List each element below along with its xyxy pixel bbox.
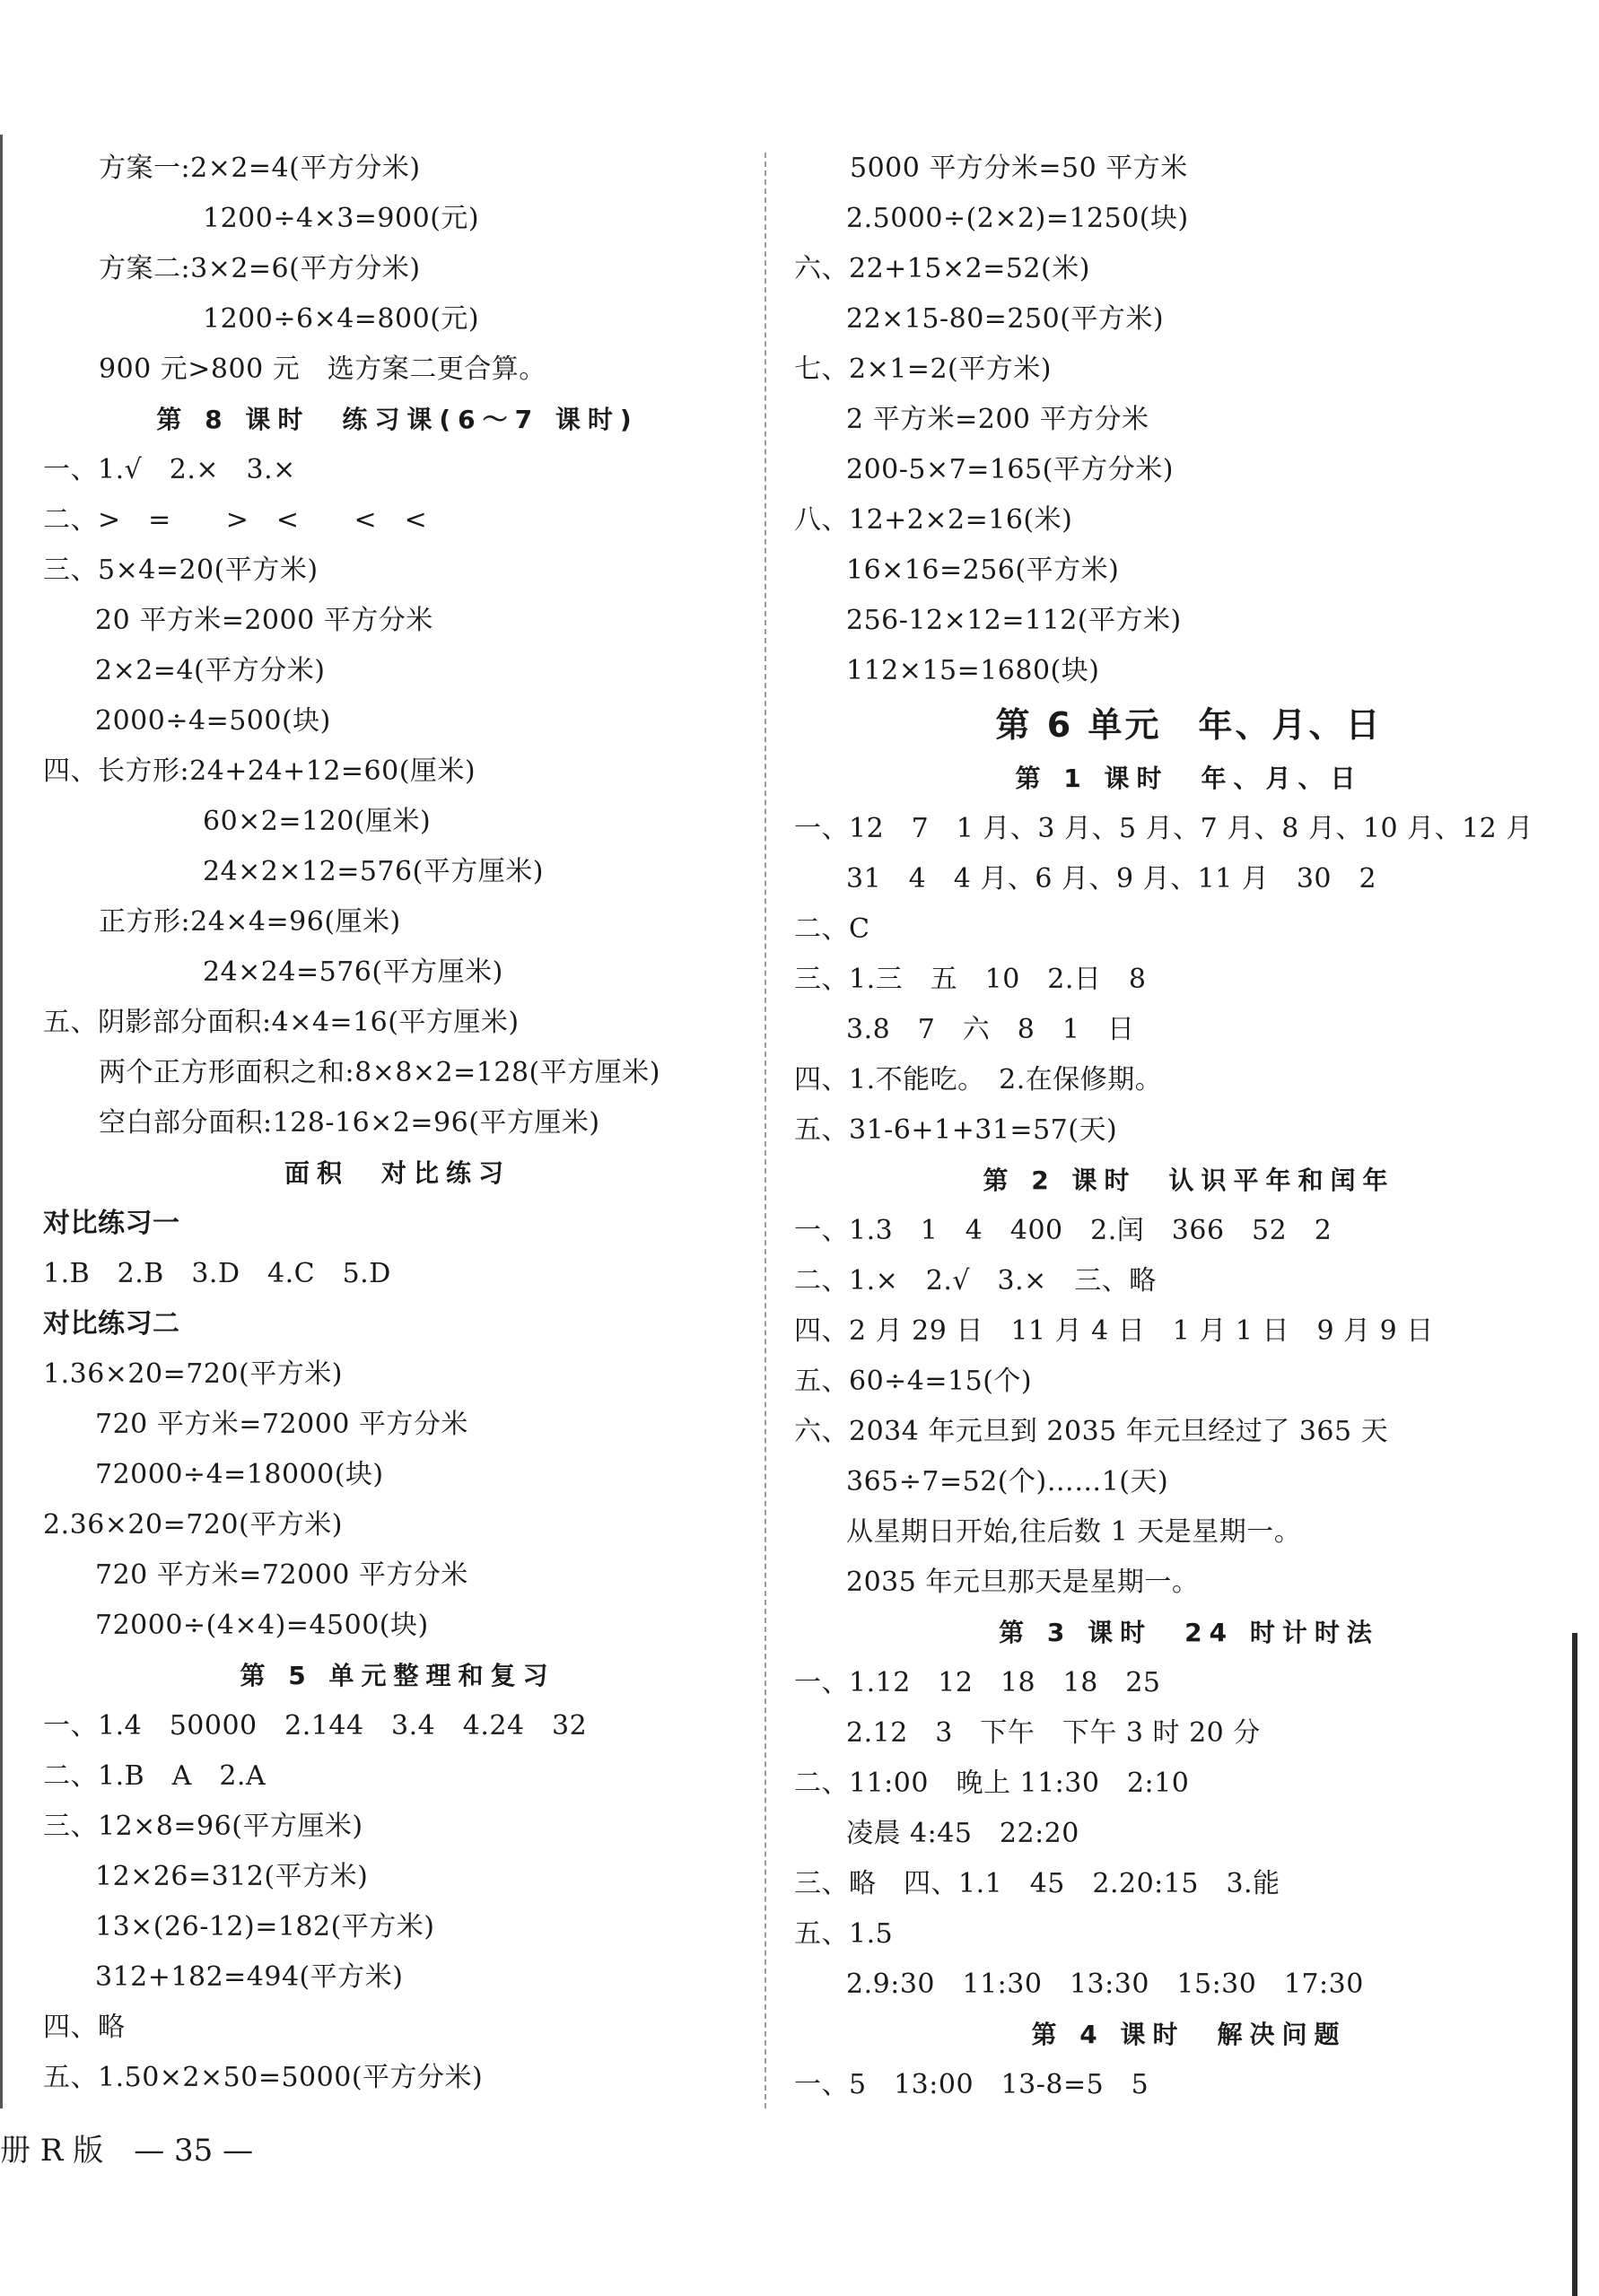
column-divider	[765, 153, 766, 2108]
answer-line: 1.36×20=720(平方米)	[43, 1358, 343, 1390]
answer-line: 凌晨 4:45 22:20	[846, 1818, 1079, 1849]
left-column	[43, 144, 752, 2103]
answer-line: 四、略	[43, 2012, 126, 2043]
answer-line: 24×24=576(平方厘米)	[203, 956, 503, 988]
answer-line: 2.12 3 下午 下午 3 时 20 分	[846, 1717, 1261, 1749]
section-title: 面积 对比练习	[284, 1158, 511, 1188]
answer-line: 五、1.50×2×50=5000(平方分米)	[43, 2062, 484, 2093]
answer-line: 2035 年元旦那天是星期一。	[846, 1567, 1200, 1598]
answer-line: 正方形:24×4=96(厘米)	[99, 906, 401, 938]
answer-line: 200-5×7=165(平方分米)	[846, 454, 1175, 485]
section-title: 第 2 课时 认识平年和闰年	[983, 1165, 1395, 1195]
page-footer: 册 R 版 — 35 —	[0, 2133, 254, 2169]
answer-line: 一、1.12 12 18 18 25	[794, 1667, 1161, 1698]
answer-line: 六、22+15×2=52(米)	[794, 253, 1090, 284]
answer-line: 2.9:30 11:30 13:30 15:30 17:30	[846, 1969, 1364, 2000]
answer-line: 二、1.B A 2.A	[43, 1760, 266, 1792]
answer-line: 五、60÷4=15(个)	[794, 1366, 1033, 1397]
answer-line: 31 4 4 月、6 月、9 月、11 月 30 2	[846, 863, 1377, 895]
section-title: 第 1 课时 年、月、日	[1015, 764, 1363, 793]
answer-line: 两个正方形面积之和:8×8×2=128(平方厘米)	[99, 1057, 660, 1088]
answer-line: 一、1.√ 2.× 3.×	[43, 454, 296, 485]
answer-line: 二、C	[794, 913, 870, 945]
answer-line: 一、5 13:00 13-8=5 5	[794, 2069, 1149, 2100]
page-edge-shadow	[1572, 1633, 1577, 2296]
answer-line: 七、2×1=2(平方米)	[794, 354, 1052, 385]
answer-line: 20 平方米=2000 平方分米	[95, 605, 433, 636]
answer-line: 一、1.4 50000 2.144 3.4 4.24 32	[43, 1710, 588, 1742]
section-title: 第 4 课时 解决问题	[1031, 2020, 1347, 2049]
answer-line: 二、1.× 2.√ 3.× 三、略	[794, 1265, 1157, 1296]
section-title: 第 3 课时 24 时计时法	[999, 1618, 1379, 1647]
unit-title: 第 6 单元 年、月、日	[995, 705, 1383, 745]
answer-line: 12×26=312(平方米)	[95, 1861, 369, 1892]
answer-line: 72000÷4=18000(块)	[95, 1459, 384, 1490]
answer-line: 一、1.3 1 4 400 2.闰 366 52 2	[794, 1215, 1332, 1246]
answer-line: 720 平方米=72000 平方分米	[95, 1409, 468, 1440]
answer-line: 365÷7=52(个)……1(天)	[846, 1466, 1169, 1497]
section-title: 第 8 课时 练习课(6～7 课时)	[156, 405, 639, 434]
answer-line: 四、2 月 29 日 11 月 4 日 1 月 1 日 9 月 9 日	[794, 1315, 1434, 1347]
answer-line: 2.36×20=720(平方米)	[43, 1509, 343, 1541]
answer-line: 二、> = > < < <	[43, 504, 428, 536]
answer-line: 13×(26-12)=182(平方米)	[95, 1911, 435, 1942]
answer-line: 三、5×4=20(平方米)	[43, 554, 319, 586]
answer-line: 六、2034 年元旦到 2035 年元旦经过了 365 天	[794, 1416, 1389, 1447]
answer-line: 方案二:3×2=6(平方分米)	[99, 253, 421, 284]
section-title: 第 5 单元整理和复习	[240, 1661, 555, 1690]
answer-line: 五、阴影部分面积:4×4=16(平方厘米)	[43, 1007, 520, 1038]
answer-line: 5000 平方分米=50 平方米	[850, 153, 1188, 184]
answer-line: 三、12×8=96(平方厘米)	[43, 1811, 363, 1842]
answer-line: 16×16=256(平方米)	[846, 554, 1120, 586]
exercise-label: 对比练习二	[43, 1308, 180, 1340]
answer-line: 一、12 7 1 月、3 月、5 月、7 月、8 月、10 月、12 月	[794, 813, 1533, 844]
answer-line: 空白部分面积:128-16×2=96(平方厘米)	[99, 1107, 600, 1139]
answer-line: 2000÷4=500(块)	[95, 705, 331, 737]
answer-line: 112×15=1680(块)	[846, 655, 1100, 686]
answer-line: 24×2×12=576(平方厘米)	[203, 856, 545, 887]
answer-line: 三、1.三 五 10 2.日 8	[794, 964, 1147, 995]
answer-line: 60×2=120(厘米)	[203, 806, 432, 837]
answer-line: 900 元>800 元 选方案二更合算。	[99, 354, 546, 385]
answer-line: 四、长方形:24+24+12=60(厘米)	[43, 755, 476, 787]
answer-line: 720 平方米=72000 平方分米	[95, 1559, 468, 1591]
answer-line: 1200÷4×3=900(元)	[203, 203, 480, 234]
answer-line: 二、11:00 晚上 11:30 2:10	[794, 1768, 1190, 1799]
answer-line: 3.8 7 六 8 1 日	[846, 1014, 1135, 1045]
answer-line: 256-12×12=112(平方米)	[846, 605, 1182, 636]
answer-line: 2 平方米=200 平方分米	[846, 404, 1149, 435]
right-column	[794, 144, 1584, 2110]
answer-line: 1200÷6×4=800(元)	[203, 303, 480, 335]
answer-line: 从星期日开始,往后数 1 天是星期一。	[846, 1516, 1302, 1548]
answer-line: 方案一:2×2=4(平方分米)	[99, 153, 421, 184]
answer-line: 四、1.不能吃。 2.在保修期。	[794, 1064, 1163, 1096]
answer-line: 2.5000÷(2×2)=1250(块)	[846, 203, 1189, 234]
exercise-label: 对比练习一	[43, 1208, 180, 1239]
page-edge-left	[0, 135, 3, 2108]
answer-line: 五、1.5	[794, 1918, 894, 1950]
answer-line: 22×15-80=250(平方米)	[846, 303, 1165, 335]
answer-line: 三、略 四、1.1 45 2.20:15 3.能	[794, 1868, 1280, 1899]
answer-line: 五、31-6+1+31=57(天)	[794, 1114, 1118, 1146]
answer-line: 1.B 2.B 3.D 4.C 5.D	[43, 1258, 391, 1289]
answer-line: 312+182=494(平方米)	[95, 1961, 404, 1993]
answer-line: 八、12+2×2=16(米)	[794, 504, 1073, 536]
answer-line: 72000÷(4×4)=4500(块)	[95, 1610, 429, 1641]
answer-line: 2×2=4(平方分米)	[95, 655, 326, 686]
